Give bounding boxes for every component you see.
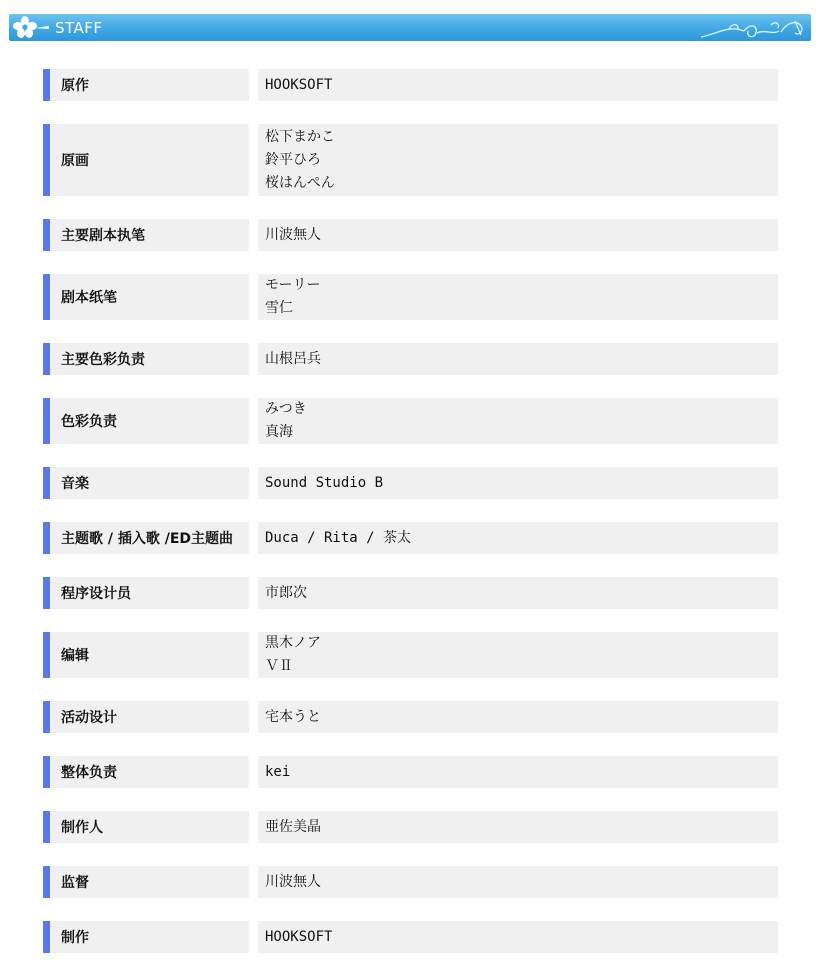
staff-row-music bbox=[43, 467, 778, 499]
staff-name: 宅本うと bbox=[265, 708, 321, 725]
flower-icon bbox=[13, 15, 51, 40]
staff-name: みつき bbox=[265, 401, 307, 417]
staff-table bbox=[43, 69, 778, 976]
staff-row-original-work bbox=[43, 69, 778, 101]
staff-name: 山根呂兵 bbox=[265, 350, 321, 367]
names-cell bbox=[258, 274, 778, 320]
staff-name: HOOKSOFT bbox=[265, 76, 333, 93]
names-cell bbox=[258, 124, 778, 196]
names-cell bbox=[258, 756, 778, 788]
staff-row-programmer bbox=[43, 577, 778, 609]
names-cell bbox=[258, 921, 778, 953]
names-cell bbox=[258, 577, 778, 609]
staff-name: 鈴平ひろ bbox=[265, 151, 321, 168]
role-label: 音楽 bbox=[43, 467, 249, 499]
staff-name: 真海 bbox=[265, 424, 293, 440]
staff-name: 川波無人 bbox=[265, 226, 321, 243]
staff-name: ＶⅡ bbox=[265, 658, 293, 674]
staff-row-overall bbox=[43, 756, 778, 788]
role-label: 主题歌 / 插入歌 /ED主题曲 bbox=[43, 522, 249, 554]
staff-row-editing bbox=[43, 632, 778, 678]
staff-name: モーリー bbox=[265, 277, 321, 293]
staff-name: kei bbox=[265, 763, 291, 780]
section-title: STAFF bbox=[55, 19, 103, 37]
staff-row-main-scenario bbox=[43, 219, 778, 251]
role-label: 原画 bbox=[43, 124, 249, 196]
role-label: 剧本纸笔 bbox=[43, 274, 249, 320]
role-label: 原作 bbox=[43, 69, 249, 101]
role-label: 活动设计 bbox=[43, 701, 249, 733]
role-label: 色彩负责 bbox=[43, 398, 249, 444]
names-cell bbox=[258, 811, 778, 843]
staff-row-coloring bbox=[43, 398, 778, 444]
staff-name: 雪仁 bbox=[265, 300, 293, 316]
names-cell bbox=[258, 69, 778, 101]
staff-row-main-coloring bbox=[43, 343, 778, 375]
role-label: 编辑 bbox=[43, 632, 249, 678]
staff-banner bbox=[9, 14, 811, 41]
staff-row-scenario bbox=[43, 274, 778, 320]
role-label: 整体负责 bbox=[43, 756, 249, 788]
staff-name: Duca / Rita / 茶太 bbox=[265, 529, 412, 546]
staff-name: HOOKSOFT bbox=[265, 928, 333, 945]
staff-row-producer bbox=[43, 811, 778, 843]
staff-name: 市郎次 bbox=[265, 584, 307, 601]
staff-name: Sound Studio B bbox=[265, 474, 384, 491]
staff-name: 亜佐美晶 bbox=[265, 818, 321, 835]
names-cell bbox=[258, 398, 778, 444]
staff-name: 川波無人 bbox=[265, 873, 321, 890]
names-cell bbox=[258, 701, 778, 733]
staff-row-original-art bbox=[43, 124, 778, 196]
staff-row-event-design bbox=[43, 701, 778, 733]
role-label: 主要色彩负责 bbox=[43, 343, 249, 375]
names-cell bbox=[258, 522, 778, 554]
staff-row-production bbox=[43, 921, 778, 953]
role-label: 主要剧本执笔 bbox=[43, 219, 249, 251]
names-cell bbox=[258, 343, 778, 375]
role-label: 制作人 bbox=[43, 811, 249, 843]
names-cell bbox=[258, 866, 778, 898]
role-label: 程序设计员 bbox=[43, 577, 249, 609]
staff-row-theme-songs bbox=[43, 522, 778, 554]
ornament-icon bbox=[699, 15, 809, 40]
staff-name: 黒木ノア bbox=[265, 635, 321, 651]
names-cell bbox=[258, 632, 778, 678]
role-label: 监督 bbox=[43, 866, 249, 898]
staff-name: 松下まかこ bbox=[265, 128, 335, 145]
role-label: 制作 bbox=[43, 921, 249, 953]
staff-name: 桜はんぺん bbox=[265, 174, 335, 191]
names-cell bbox=[258, 467, 778, 499]
staff-row-director bbox=[43, 866, 778, 898]
names-cell bbox=[258, 219, 778, 251]
